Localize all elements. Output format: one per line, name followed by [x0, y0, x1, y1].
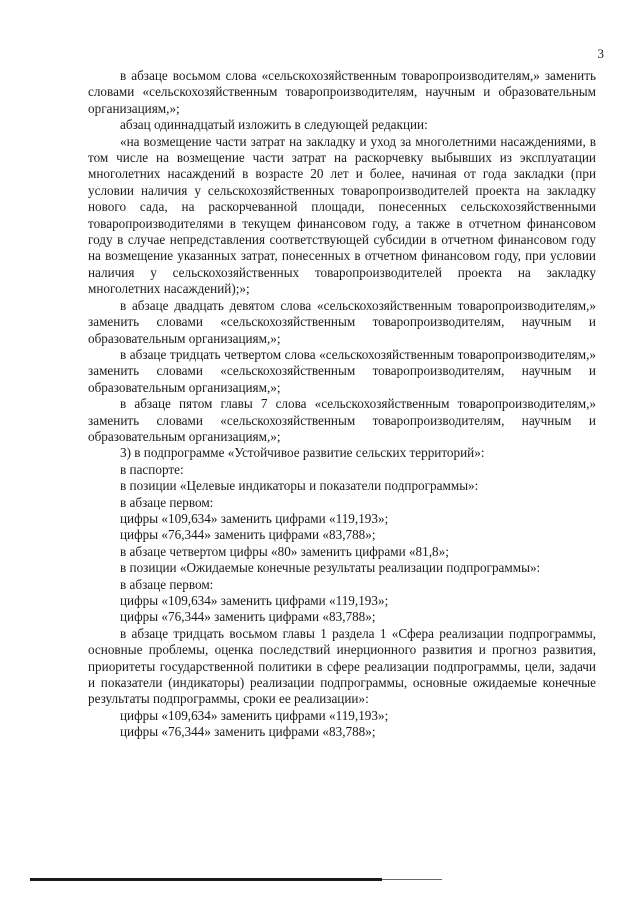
scan-artifact-line-thin	[382, 879, 442, 880]
paragraph: цифры «109,634» заменить цифрами «119,193»;	[120, 510, 389, 526]
paragraph: в абзаце пятом главы 7 слова «сельскохозяйственным товаропроизводителям,» заменить словами «сельскохозяйственным товаропроизводителям, научным и образовательным организациям,»;	[88, 396, 596, 444]
paragraph: в позиции «Целевые индикаторы и показатели подпрограммы»:	[120, 478, 479, 494]
scan-artifact-line	[30, 878, 382, 881]
document-body	[88, 68, 596, 741]
paragraph: в паспорте:	[120, 461, 184, 477]
paragraph: цифры «109,634» заменить цифрами «119,193»;	[120, 707, 389, 723]
paragraph: в абзаце четвертом цифры «80» заменить цифрами «81,8»;	[120, 543, 449, 559]
paragraph: цифры «109,634» заменить цифрами «119,193»;	[120, 593, 389, 608]
paragraph: в позиции «Ожидаемые конечные результаты реализации подпрограммы»:	[120, 560, 541, 576]
paragraph: абзац одиннадцатый изложить в следующей редакции:	[120, 117, 428, 133]
paragraph: 3) в подпрограмме «Устойчивое развитие сельских территорий»:	[120, 445, 485, 461]
paragraph: в абзаце тридцать четвертом слова «сельскохозяйственным товаропроизводителям,» заменить словами «сельскохозяйственным товаропроизводителям, научным и образовательным организациям,»;	[88, 346, 596, 395]
paragraph: «на возмещение части затрат на закладку и уход за многолетними насаждениями, в том числе на возмещение части затрат на раскорчевку выбывших из эксплуатации многолетних насаждений в возрасте 20 лет и более, начиная от года закладки (при условии наличия у сельскохозяйственных товаропроизводителей проекта на закладку нового сада, на раскорчеванной площади, понесенных сельскохозяйственными товаропроизводителями в текущем финансовом году, а также в отчетном финансовом году в случае непредставления соответствующей субсидии в отчетном финансовом году на возмещение указанных затрат, понесенных в отчетном финансовом году, при условии наличия у сельскохозяйственных товаропроизводителей проекта на закладку многолетних насаждений);»;	[88, 133, 596, 297]
paragraph: цифры «76,344» заменить цифрами «83,788»;	[120, 609, 376, 625]
paragraph: в абзаце восьмом слова «сельскохозяйственным товаропроизводителям,» заменить словами «сельскохозяйственным товаропроизводителям, научным и образовательным организациям,»;	[88, 68, 596, 116]
page-number: 3	[597, 46, 604, 61]
paragraph: цифры «76,344» заменить цифрами «83,788»;	[120, 527, 376, 543]
paragraph: в абзаце первом:	[120, 576, 214, 592]
paragraph: в абзаце первом:	[120, 494, 214, 510]
paragraph: в абзаце двадцать девятом слова «сельскохозяйственным товаропроизводителям,» заменить словами «сельскохозяйственным товаропроизводителям, научным и образовательным организациям,»;	[88, 297, 596, 346]
paragraph: в абзаце тридцать восьмом главы 1 раздела 1 «Сфера реализации подпрограммы, основные проблемы, оценка последствий инерционного развития и прогноз развития, приоритеты государственной политики в сфере реализации подпрограммы, цели, задачи и показатели (индикаторы) реализации подпрограммы, основные ожидаемые конечные результаты подпрограммы, сроки ее реализации»:	[88, 625, 596, 707]
paragraph: цифры «76,344» заменить цифрами «83,788»;	[120, 724, 376, 740]
